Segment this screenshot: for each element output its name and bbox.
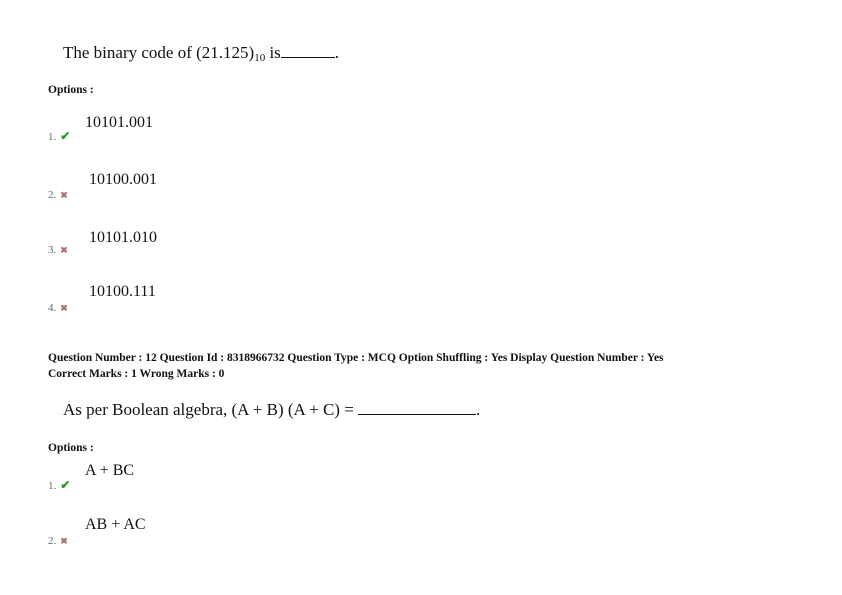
option-marker bbox=[48, 298, 68, 316]
question-2-text-main: As per Boolean algebra, (A + B) (A + C) = bbox=[63, 400, 354, 419]
option-number: 2. bbox=[48, 189, 57, 201]
option-text[interactable]: 10101.010 bbox=[89, 229, 157, 246]
option-text[interactable]: 10101.001 bbox=[85, 114, 153, 131]
option-number: 3. bbox=[48, 244, 57, 256]
option-number: 4. bbox=[48, 302, 57, 314]
question-1-text-main: The binary code of (21.125) bbox=[63, 43, 255, 62]
question-1-subscript: 10 bbox=[254, 52, 266, 64]
question-2-text bbox=[63, 400, 480, 420]
cross-icon: ✖ bbox=[60, 245, 68, 255]
option-marker bbox=[48, 185, 68, 203]
cross-icon: ✖ bbox=[60, 190, 68, 200]
option-marker bbox=[48, 476, 70, 494]
check-icon: ✔ bbox=[60, 478, 71, 492]
option-number: 1. bbox=[48, 131, 57, 143]
option-number: 2. bbox=[48, 535, 57, 547]
check-icon: ✔ bbox=[60, 129, 71, 143]
option-marker bbox=[48, 240, 68, 258]
option-text[interactable]: AB + AC bbox=[85, 516, 146, 533]
question-meta-line-1: Question Number : 12 Question Id : 8318966732 Question Type : MCQ Option Shuffling : Yes Display Question Number : Yes bbox=[48, 352, 664, 364]
option-number: 1. bbox=[48, 480, 57, 492]
question-1-period: . bbox=[334, 43, 340, 62]
question-2-period: . bbox=[476, 400, 481, 419]
question-1-text bbox=[63, 43, 339, 64]
question-1-text-tail: is bbox=[265, 43, 281, 62]
cross-icon: ✖ bbox=[60, 303, 68, 313]
option-marker bbox=[48, 531, 68, 549]
options-label: Options : bbox=[48, 84, 94, 96]
option-text[interactable]: A + BC bbox=[85, 462, 135, 479]
options-label: Options : bbox=[48, 442, 94, 454]
option-text[interactable]: 10100.111 bbox=[89, 283, 156, 300]
question-meta-line-2: Correct Marks : 1 Wrong Marks : 0 bbox=[48, 368, 225, 380]
cross-icon: ✖ bbox=[60, 536, 68, 546]
answer-blank bbox=[281, 45, 335, 58]
option-marker bbox=[48, 127, 70, 145]
answer-blank bbox=[358, 402, 476, 415]
option-text[interactable]: 10100.001 bbox=[89, 171, 157, 188]
